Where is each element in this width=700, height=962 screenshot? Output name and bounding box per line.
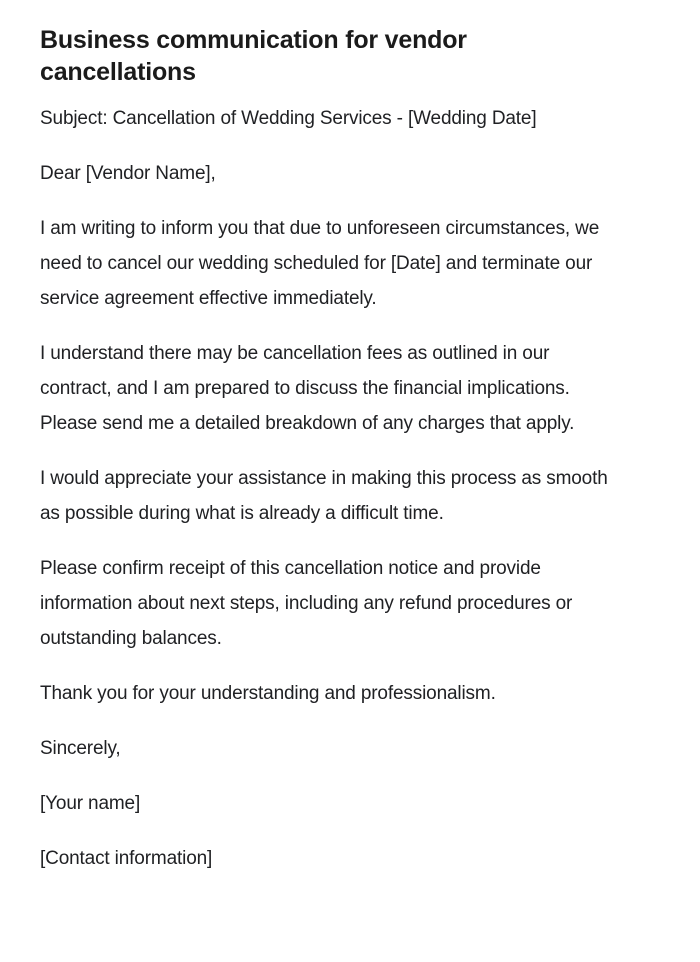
signature-name-placeholder: [Your name]: [40, 793, 141, 814]
letter-paragraph: I would appreciate your assistance in making this process as smooth as possible during what is already a difficult time.: [40, 468, 608, 524]
salutation: Dear [Vendor Name],: [40, 163, 216, 184]
closing: Sincerely,: [40, 738, 121, 759]
page-title: Business communication for vendor cancellations: [40, 26, 467, 86]
subject-line: Subject: Cancellation of Wedding Services - [Wedding Date]: [40, 108, 537, 129]
contact-info-placeholder: [Contact information]: [40, 848, 213, 869]
letter-paragraph: Please confirm receipt of this cancellation notice and provide information about next steps, including any refund procedures or outstanding balances.: [40, 558, 573, 649]
letter-paragraph: I understand there may be cancellation fees as outlined in our contract, and I am prepared to discuss the financial implications. Please send me a detailed breakdown of any charges that apply.: [40, 343, 575, 434]
letter-paragraph: I am writing to inform you that due to unforeseen circumstances, we need to cancel our wedding scheduled for [Date] and terminate our service agreement effective immediately.: [40, 218, 600, 309]
letter-paragraph: Thank you for your understanding and professionalism.: [40, 683, 496, 704]
